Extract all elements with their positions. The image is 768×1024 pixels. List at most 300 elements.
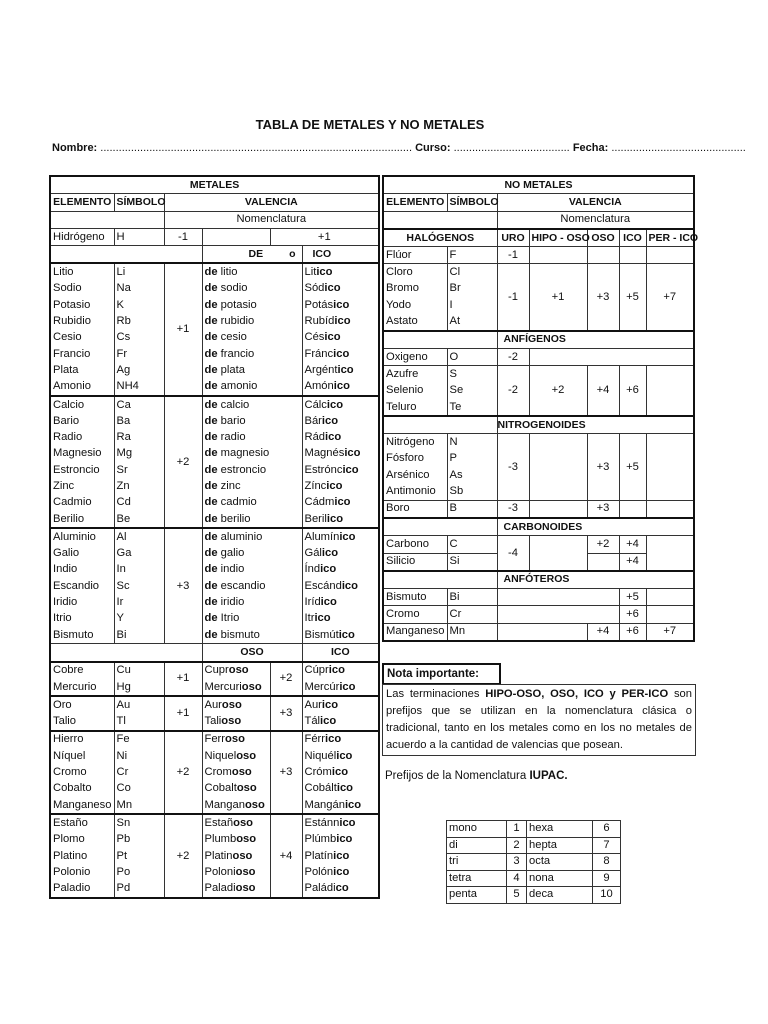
prefix-row [447,887,621,904]
metal-row [50,814,379,831]
no-metales-table [382,175,699,642]
nomenclature-ico: Zíncico [302,478,379,494]
col-simbolo: SÍMBOLO [447,194,497,211]
element-name: Polonio [50,864,114,880]
nomenclature-de: de rubidio [202,313,302,329]
nomenclature-ico: Paládico [302,880,379,897]
valence-col-header: OSO [587,229,619,247]
table-row [383,623,694,641]
element-name: Paladio [50,880,114,897]
prefix-number: 6 [593,821,621,838]
metal-row [50,313,379,329]
nomenclature-oso: Auroso [202,696,270,713]
valence: +6 [619,606,646,623]
table-row [383,247,694,264]
nomenclature-oso: Mercurioso [202,679,270,696]
no-metales-title-row [383,176,694,194]
nomenclature-de: de zinc [202,478,302,494]
metales-title-row [50,176,379,194]
element-symbol: O [447,348,497,365]
table-cell [529,500,587,518]
nomenclatura-label: Nomenclatura [164,211,379,228]
ico-header: ICO [302,644,379,662]
nomenclature-ico: Férrico [302,731,379,748]
page-title: TABLA DE METALES Y NO METALES [255,117,485,132]
nomenclature-ico: Fráncico [302,346,379,362]
element-symbol: Bi [447,589,497,606]
nomenclature-ico: Alumínico [302,528,379,545]
valence: +2 [529,366,587,416]
nomenclature-ico: Berilico [302,511,379,528]
col-simbolo: SÍMBOLO [114,194,164,211]
nonmetal-row [383,434,694,451]
nomenclature-ico: Gálico [302,546,379,562]
nomenclature-ico: Cobáltico [302,781,379,797]
element-symbol: Ra [114,429,164,445]
nomenclature-oso: Platinoso [202,848,270,864]
element-name: Mercurio [50,679,114,696]
table-row [383,500,694,518]
valence: +5 [619,264,646,331]
table-row [383,194,694,211]
prefix-name: tri [447,854,507,871]
prefix-number: 7 [593,837,621,854]
metal-row [50,714,379,731]
prefix-row [447,854,621,871]
nomenclature-de: de estroncio [202,462,302,478]
valence-col-header: HIPO - OSO [529,229,587,247]
nomenclature-oso: Paladioso [202,880,270,897]
element-symbol: Tl [114,714,164,731]
valence: -1 [497,247,529,264]
element-symbol: Zn [114,478,164,494]
nomenclature-oso: Ferroso [202,731,270,748]
metal-row [50,731,379,748]
valence: -1 [164,228,202,245]
table-cell [497,589,619,606]
nomenclature-de: de potasio [202,297,302,313]
prefix-name: penta [447,887,507,904]
prefix-number: 1 [507,821,527,838]
metal-row [50,297,379,313]
nomenclature-de: de plata [202,362,302,378]
element-symbol: Ag [114,362,164,378]
prefijos-title [385,770,568,782]
element-symbol: Au [114,696,164,713]
element-symbol: Si [447,553,497,571]
nomenclature-de: de radio [202,429,302,445]
element-symbol: Cr [447,606,497,623]
nomenclature-ico: Estánnico [302,814,379,831]
metal-row [50,478,379,494]
valence-col-header: ICO [619,229,646,247]
valence: +3 [587,264,619,331]
metales-table [49,175,380,899]
table-cell [646,434,694,500]
element-symbol: Cd [114,495,164,511]
valence: +3 [270,731,302,814]
element-symbol: Al [114,528,164,545]
element-name: Bario [50,413,114,429]
valence: +6 [619,366,646,416]
metal-row [50,679,379,696]
element-name: Talio [50,714,114,731]
curso-field[interactable]: ...................................... [453,142,570,154]
element-name: Itrio [50,611,114,627]
metal-row [50,832,379,848]
de-o-header: DE o [202,246,302,264]
metal-row [50,797,379,814]
table-row [383,416,694,434]
element-symbol: Hg [114,679,164,696]
metal-row [50,864,379,880]
nomenclature-ico: Niquélico [302,748,379,764]
element-name: Amonio [50,379,114,396]
element-name: Rubidio [50,313,114,329]
element-name: Estaño [50,814,114,831]
table-cell [646,247,694,264]
element-symbol: Sc [114,578,164,594]
element-name: Níquel [50,748,114,764]
nomenclature-ico: Amónico [302,379,379,396]
element-symbol: Mn [114,797,164,814]
prefijos-table [446,820,621,904]
carbonoides-header: CARBONOIDES [497,518,694,536]
element-symbol: P [447,451,497,467]
element-name: Astato [383,313,447,330]
metal-row [50,578,379,594]
valence: +1 [164,696,202,731]
prefix-name: hepta [527,837,593,854]
element-name: Galio [50,546,114,562]
prefix-name: hexa [527,821,593,838]
element-name: Bismuto [50,627,114,644]
nomenclature-oso: Cuproso [202,662,270,679]
valence: -4 [497,536,529,571]
table-cell [529,536,587,571]
nomenclature-de: de berilio [202,511,302,528]
nomenclature-oso: Niqueloso [202,748,270,764]
metal-row [50,611,379,627]
no-metales-title: NO METALES [383,176,694,194]
nombre-field[interactable]: ...................................................................................................... [100,142,413,154]
table-row [50,211,379,228]
metal-row [50,495,379,511]
metal-row [50,594,379,610]
element-symbol: Pb [114,832,164,848]
nota-text-part1: Las terminaciones [386,688,486,700]
table-cell [202,228,270,245]
nomenclature-ico: Crómico [302,764,379,780]
valence-col-header: PER - ICO [646,229,694,247]
halogenos-header: HALÓGENOS [383,229,497,247]
table-cell [529,348,694,365]
nomenclature-de: de litio [202,263,302,280]
element-name: Manganeso [383,623,447,641]
element-name: Cobre [50,662,114,679]
element-symbol: Po [114,864,164,880]
table-cell [529,247,587,264]
metal-row [50,330,379,346]
nomenclature-ico: Estróncico [302,462,379,478]
element-name: Zinc [50,478,114,494]
valence: +1 [164,662,202,697]
element-name: Cadmio [50,495,114,511]
prefijos-title-text: Prefijos de la Nomenclatura [385,770,530,782]
nomenclature-ico: Tálico [302,714,379,731]
metal-row [50,848,379,864]
table-row [383,229,694,247]
element-symbol: As [447,467,497,483]
prefix-number: 3 [507,854,527,871]
table-row [383,571,694,589]
nomenclature-de: de cadmio [202,495,302,511]
nota-text-terms: HIPO-OSO, OSO, ICO y PER-ICO [485,688,669,700]
element-symbol: I [447,297,497,313]
valence: +2 [164,814,202,897]
nomenclature-ico: Escándico [302,578,379,594]
element-name: Azufre [383,366,447,383]
prefix-name: deca [527,887,593,904]
prefix-number: 10 [593,887,621,904]
nonmetal-row [383,366,694,383]
valence-col-header: URO [497,229,529,247]
element-symbol: Fe [114,731,164,748]
element-name: Teluro [383,399,447,416]
valence: +2 [587,536,619,553]
curso-label: Curso: [415,142,451,154]
element-symbol: Na [114,281,164,297]
table-row [383,606,694,623]
element-name: Oxigeno [383,348,447,365]
nomenclature-ico: Índico [302,562,379,578]
metal-row [50,764,379,780]
student-info-line [52,142,746,154]
prefix-row [447,870,621,887]
element-symbol: Se [447,383,497,399]
element-symbol: K [114,297,164,313]
valence: +4 [587,366,619,416]
element-symbol: Y [114,611,164,627]
valence: +3 [164,528,202,644]
nitrogenoides-header: NITROGENOIDES [497,416,694,434]
element-symbol: At [447,313,497,330]
nomenclature-ico: Sódico [302,281,379,297]
fecha-field[interactable]: ............................................ [611,142,746,154]
element-name: Bromo [383,281,447,297]
anfoteros-header: ANFÓTEROS [497,571,694,589]
valence: +2 [164,731,202,814]
metal-row [50,462,379,478]
element-name: Manganeso [50,797,114,814]
nomenclature-oso: Cobaltoso [202,781,270,797]
table-cell [383,211,497,229]
oso-header: OSO [202,644,302,662]
metal-row [50,511,379,528]
metales-title: METALES [50,176,379,194]
metal-row [50,413,379,429]
element-name: Flúor [383,247,447,264]
nomenclature-de: de bario [202,413,302,429]
nomenclature-ico: Cálcico [302,396,379,413]
element-symbol: Ir [114,594,164,610]
nomenclature-ico: Bárico [302,413,379,429]
anfigenos-header: ANFÍGENOS [497,331,694,349]
valence: +4 [587,623,619,641]
valence: -2 [497,348,529,365]
prefix-number: 5 [507,887,527,904]
element-name: Fósforo [383,451,447,467]
nomenclature-ico: Cúprico [302,662,379,679]
element-symbol: Mn [447,623,497,641]
nomenclature-de: de aluminio [202,528,302,545]
nota-text [382,684,696,756]
element-name: Indio [50,562,114,578]
nomenclature-de: de francio [202,346,302,362]
element-symbol: Cs [114,330,164,346]
element-name: Platino [50,848,114,864]
metal-row [50,662,379,679]
element-symbol: In [114,562,164,578]
valence: +2 [164,396,202,528]
nomenclature-ico: Argéntico [302,362,379,378]
element-symbol: NH4 [114,379,164,396]
nomenclature-oso: Cromoso [202,764,270,780]
element-symbol: F [447,247,497,264]
prefix-name: tetra [447,870,507,887]
nomenclature-de: de cesio [202,330,302,346]
metales-header-row [50,194,379,211]
element-name: Antimonio [383,483,447,500]
element-symbol: Br [447,281,497,297]
metal-row [50,446,379,462]
valence: +2 [270,662,302,697]
valence: +4 [270,814,302,897]
nomenclature-ico: Mangánico [302,797,379,814]
element-symbol: Cu [114,662,164,679]
valence: -3 [497,434,529,500]
nomenclature-ico: Mercúrico [302,679,379,696]
metal-row [50,562,379,578]
element-name: Boro [383,500,447,518]
table-cell [529,434,587,500]
element-name: Iridio [50,594,114,610]
prefix-number: 2 [507,837,527,854]
element-name: Yodo [383,297,447,313]
table-cell [619,247,646,264]
valence: +3 [270,696,302,731]
element-name: Cobalto [50,781,114,797]
col-elemento: ELEMENTO [383,194,447,211]
element-name: Sodio [50,281,114,297]
metal-row [50,880,379,897]
element-name: Cesio [50,330,114,346]
metal-row [50,627,379,644]
nota-text-part2: son prefijos que se utilizan en la nomenclatura clásica o tradicional, tanto en los metales como en los no metales de acuerdo a la cantidad de valencias que posean. [386,688,692,751]
element-name: Bismuto [383,589,447,606]
nomenclature-ico: Césico [302,330,379,346]
nomenclature-ico: Polónico [302,864,379,880]
valence: +5 [619,434,646,500]
nomenclature-oso: Plumboso [202,832,270,848]
table-cell [646,606,694,623]
valence: +1 [164,263,202,395]
element-name: Calcio [50,396,114,413]
valence: -2 [497,366,529,416]
table-cell [50,246,202,264]
element-symbol: Fr [114,346,164,362]
nomenclature-ico: Litico [302,263,379,280]
metal-row [50,263,379,280]
valence: +1 [270,228,379,245]
nomenclature-ico: Potásico [302,297,379,313]
element-name: Estroncio [50,462,114,478]
prefix-name: nona [527,870,593,887]
table-row [383,518,694,536]
table-cell [383,331,497,349]
metal-row [50,429,379,445]
nomenclature-ico: Rubídico [302,313,379,329]
valence: +3 [587,434,619,500]
metal-row [50,696,379,713]
valence: +5 [619,589,646,606]
element-name: Plata [50,362,114,378]
element-symbol: Sr [114,462,164,478]
table-cell [50,644,202,662]
element-name: Arsénico [383,467,447,483]
nomenclature-oso: Talioso [202,714,270,731]
element-name: Radio [50,429,114,445]
metal-row [50,362,379,378]
element-name: Cromo [50,764,114,780]
valence: +4 [619,536,646,553]
nomenclature-ico: Plúmbico [302,832,379,848]
element-symbol: Rb [114,313,164,329]
element-symbol: Sn [114,814,164,831]
prefix-number: 8 [593,854,621,871]
element-name: Litio [50,263,114,280]
element-name: Hierro [50,731,114,748]
element-name: Selenio [383,383,447,399]
table-cell [646,500,694,518]
nomenclature-de: de escandio [202,578,302,594]
element-symbol: Ga [114,546,164,562]
nomenclature-de: de Itrio [202,611,302,627]
prefix-name: octa [527,854,593,871]
nomenclature-ico: Bismútico [302,627,379,644]
valence: +1 [529,264,587,331]
table-row [383,589,694,606]
nomenclature-ico: Itrico [302,611,379,627]
table-cell [383,571,497,589]
nonmetal-row [383,264,694,281]
table-row [383,536,694,553]
element-name: Aluminio [50,528,114,545]
element-symbol: Pt [114,848,164,864]
element-symbol: Sb [447,483,497,500]
nota-title: Nota importante: [382,663,501,685]
nomenclature-oso: Estañoso [202,814,270,831]
element-name: Hidrógeno [50,228,114,245]
table-cell [50,211,164,228]
table-row [50,228,379,245]
element-name: Potasio [50,297,114,313]
table-cell [383,416,497,434]
nomenclature-de: de galio [202,546,302,562]
element-name: Carbono [383,536,447,553]
element-name: Oro [50,696,114,713]
table-row [50,644,379,662]
